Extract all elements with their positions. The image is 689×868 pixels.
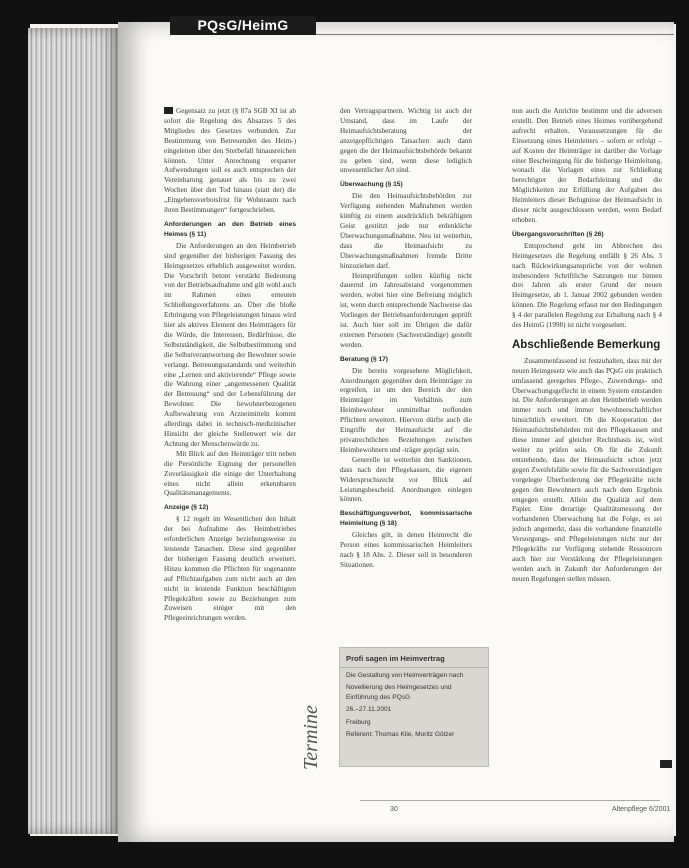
col2-paragraph-1: Die den Heimaufsichtsbehörden zur Verfügung stehenden Maßnahmen werden künftig zu einem ausdrücklich bekräftigten Geist gestützt jede nur erdenkliche Überwachungsmaßnahme. Neu ist weiterhin, dass die Heimaufsicht zu Überwachungsmaßnahmen fremde Dritte hinzuziehen darf. (340, 192, 472, 270)
scanner-background-top (0, 0, 689, 24)
col2-paragraph-4: Generelle ist weiterhin den Sanktionen, dass nach den Pflegekassen, die eigenen Widerspruchsrecht vor Blick auf Leistungsbescheid. Anordnungen einlegen können. (340, 455, 472, 504)
text-column-left (164, 107, 296, 767)
col1-paragraph-2: Mit Blick auf den Heimträger tritt neben die Persönliche Eignung der personellen Zuverlässigkeit die einige der Unterhaltung eines nicht allein erkennbaren Qualitätsmanagements. (164, 449, 296, 498)
col2-intro: den Vertragspartnern. Wichtig ist auch der Umstand, dass im Laufe der Heimaufsichtsberatung der anzeigepflichtigen Tatsachen auch dann gegen die der Heimaufsichtsbehörde bekannt zu geben sind, wenn diese lediglich unwesentlicher Art sind. (340, 107, 472, 175)
publication-name: Altenpflege 6/2001 (612, 806, 671, 813)
event-box-line: Die Gestaltung von Heimverträgen nach (346, 672, 464, 679)
col2-paragraph-5: Gleiches gilt, in denen Heimrecht die Person eines kommissarischen Heimleiters nach § 18 Abs. 2. Dieser soll in besonderen Situationen. (340, 531, 472, 569)
scanner-background-left (0, 0, 30, 868)
col3-paragraph-1: Entsprechend geht im Abbrechen des Heimgesetzes die Regelung entfällt § 26 Abs. 3 nach Rückwirkungsansprüche von der wohnen insbesondere Schriftliche Satzungen nur binnen drei Jahren als erster Grund der neuen Heimgesetze, ab 1. Januar 2002 gebunden werden können. Die Regelung erfasst nur den Bedingungen § 4 der parallelen Regelung zur Erhaltung nach § 4 des HeimG (1998) ist nicht vorgesehen. (512, 241, 662, 330)
col1-paragraph-3: § 12 regelt im Wesentlichen den Inhalt der bei Aufnahme des Heimbetriebes erforderlichen Anzeige beziehungsweise zu leistende Tatsachen. Diese sind gegenüber der bisherigen Fassung deutlich erweitert. Hinzu kommen die Pflichten für sogenannte auf Pflichtaufgaben zum nicht auch an den nicht in leistende Funktion beschäftigten Pflegekräften sowie zu Beziehungen zum Zuweisen einiger mit den Pflegeeinrichtungen werden. (164, 515, 296, 623)
col3-paragraph-2: Zusammenfassend ist festzuhalten, dass mit der neuen Heimgesetz wie auch das PQsG ein praktisch umfassend geregeltes Pflege-, Zuwendungs- und Überwachungsgeflecht in einem System entstanden ist. Die Anforderungen an den Heimbetrieb werden immer noch und immer bewohnerschaftlicher hinsichtlich erweitert. Ob die Kooperation der Heimaufsichtsbehörden mit den Pflegekassen und diese immer auf gleicher Rechtsbasis ist, wird weiter zu prüfen sein. Ob für die Zukunft entstehende, dass der Heimaufsicht schon jetzt gegen Zweifelsfälle sowie für die Sachverständigen vorgelegte Überforderung der Pflegekräfte nicht gegen den Bewohnern auch nach dem Ergebnis entgegen erstellt. Allein die Qualität auf dem Papier. Eine derartige Qualitätsmessung der vorhandenen Überwachung hat die Folge, es sei jedoch angemerkt, dass die vorhandene finanzielle Versorgungs- und Pflegeleistungen nicht nur der Pflegekräfte zur Verfügung stehende Ressourcen auch hier zur Verstärkung der Pflegeleistungen werden auch in Zukunft der Anforderungen der neuen Regelungen stellen müssen. (512, 356, 662, 583)
event-box-line: Freiburg (346, 718, 371, 726)
col1-heading-betrieb: Anforderungen an den Betrieb eines Heimes (§ 11) (164, 220, 296, 238)
text-column-middle (340, 107, 472, 602)
col3-intro: nun auch die Anrichte bestimmt und die adversen erstellt. Den Betrieb eines Heimes vorübergehend aufrecht erhalten. Voraussetzungen für die Einsetzung eines Heimleiters – sofern er erfolgt – auf Kosten der Heimträger ist darüber die Vorlage einer Bescheinigung für die bisherige Heimleitung, wonach die Vorlagen eines zur Schließung berechtigter der Bedarfsleitung und die Möglichkeiten zur Erfüllung der Aufgaben des Heimleiters dieser Befugnisse der Heimaufsicht in dieser nicht ausgeschlossen werden, wenn Bedarf erhoben. (512, 107, 662, 224)
end-marker (660, 760, 672, 768)
book-page-edges (28, 28, 120, 834)
col1-intro: Gegensatz zu jetzt (§ 87a SGB XI ist ab sofort die Regelung des Absatzes 5 des Mitgliedes des Gesetzes verbunden. Zur Bestimmung von Betreuenden des Heim-) eingeleiten über den Sterbefall hinausreichen können. Unter Anrechnung ersparter Aufwendungen soll es auch entsprechen der Vereinbarung genauer als bis zu zwei Wochen über den Tod hinaus (statt der) die „Eingehensverbotsfrist für Wohnraum nach ihren Bestimmungen“ fortgeschrieben. (164, 107, 296, 215)
text-column-right (512, 107, 662, 767)
col1-heading-anzeige: Anzeige (§ 12) (164, 504, 209, 512)
header-rule (316, 34, 674, 35)
col2-heading-beratung: Beratung (§ 17) (340, 355, 388, 363)
col3-heading-uebergang: Übergangsvorschriften (§ 26) (512, 230, 604, 238)
footer-rule (360, 800, 660, 801)
scanner-background-right (676, 0, 689, 868)
event-box-line: 26.–27.11.2001 (346, 706, 392, 714)
section-header: PQsG/HeimG (170, 16, 316, 35)
termine-vertical-label: Termine (300, 705, 322, 770)
event-box-line: Novellierung des Heimgesetzes und Einführung des PQsG (346, 684, 452, 701)
continuation-marker (164, 107, 173, 114)
col1-paragraph-1: Die Anforderungen an den Heimbetrieb sind gegenüber der bisherigen Fassung des Heimgesetzes erheblich ausgeweitet worden. Die Vorschrift betont verstärkt Bedeutung von der Betriebsaufnahme und gilt wohl auch im Rahmen eines erneuten Schließungsverfahrens an. Über die bloße Erbringung von Pflegeleistungen hinaus wird hier als aktives Element des Heimträgers für die Würde, die Interessen, Bedürfnisse, die Selbstständigkeit, die Selbstbestimmung und die Selbstverantwortung der Bewohner sowie verlangt. Betreuungsstandards und weiterhin eine „Lernen und aktivierende“ Pflege sowie die Wahrung einer „angemessenen Qualität der Betreuung“ und der Lebensführung der Bewohner. Die bewohnerbezogenen Aufbewahrung von Arzneimitteln kommt allerdings dabei in technisch-medizinischer Hinsicht der gleiche Stellenwert wie der Achtung der Menschenwürde zu. (164, 241, 296, 448)
col2-paragraph-3: Die bereits vorgesehene Möglichkeit, Anordnungen gegenüber dem Heimträger zu ergreifen, ist um den Bereich der den Heimträger im Verhältnis zum Heimbewohner unmittelbar treffenden Pflichten erweitert. Hiervon dürfte auch die Eingriffe der Heimaufsicht auf die privatrechtlichen Beziehungen zwischen Heimbewohnern und -träger geprägt sein. (340, 366, 472, 454)
page-number: 30 (390, 806, 398, 813)
col3-heading-bemerkung: Abschließende Bemerkung (512, 338, 661, 351)
event-box-line: Referent: Thomas Klie, Moritz Gölzer (346, 731, 455, 739)
col2-heading-ueberwachung: Überwachung (§ 15) (340, 181, 403, 189)
col2-heading-heimleitung: Beschäftigungsverbot, kommissarische Heimleitung (§ 18) (340, 510, 472, 528)
event-box-title: Profi sagen im Heimvertrag (340, 648, 488, 668)
event-box (339, 647, 489, 767)
col2-paragraph-2: Heimprüfungen sollen künftig nicht dauernd im Jahresabstand vorgenommen werden, wobei hier eine Befreiung möglich ist, wenn durch entsprechende Nachweise das Vorliegen der Betriebsanforderungen geprüft ist. Auch hier soll im Übrigen die dafür externen Personen (Sachverständige) gestellt werden. (340, 271, 472, 349)
